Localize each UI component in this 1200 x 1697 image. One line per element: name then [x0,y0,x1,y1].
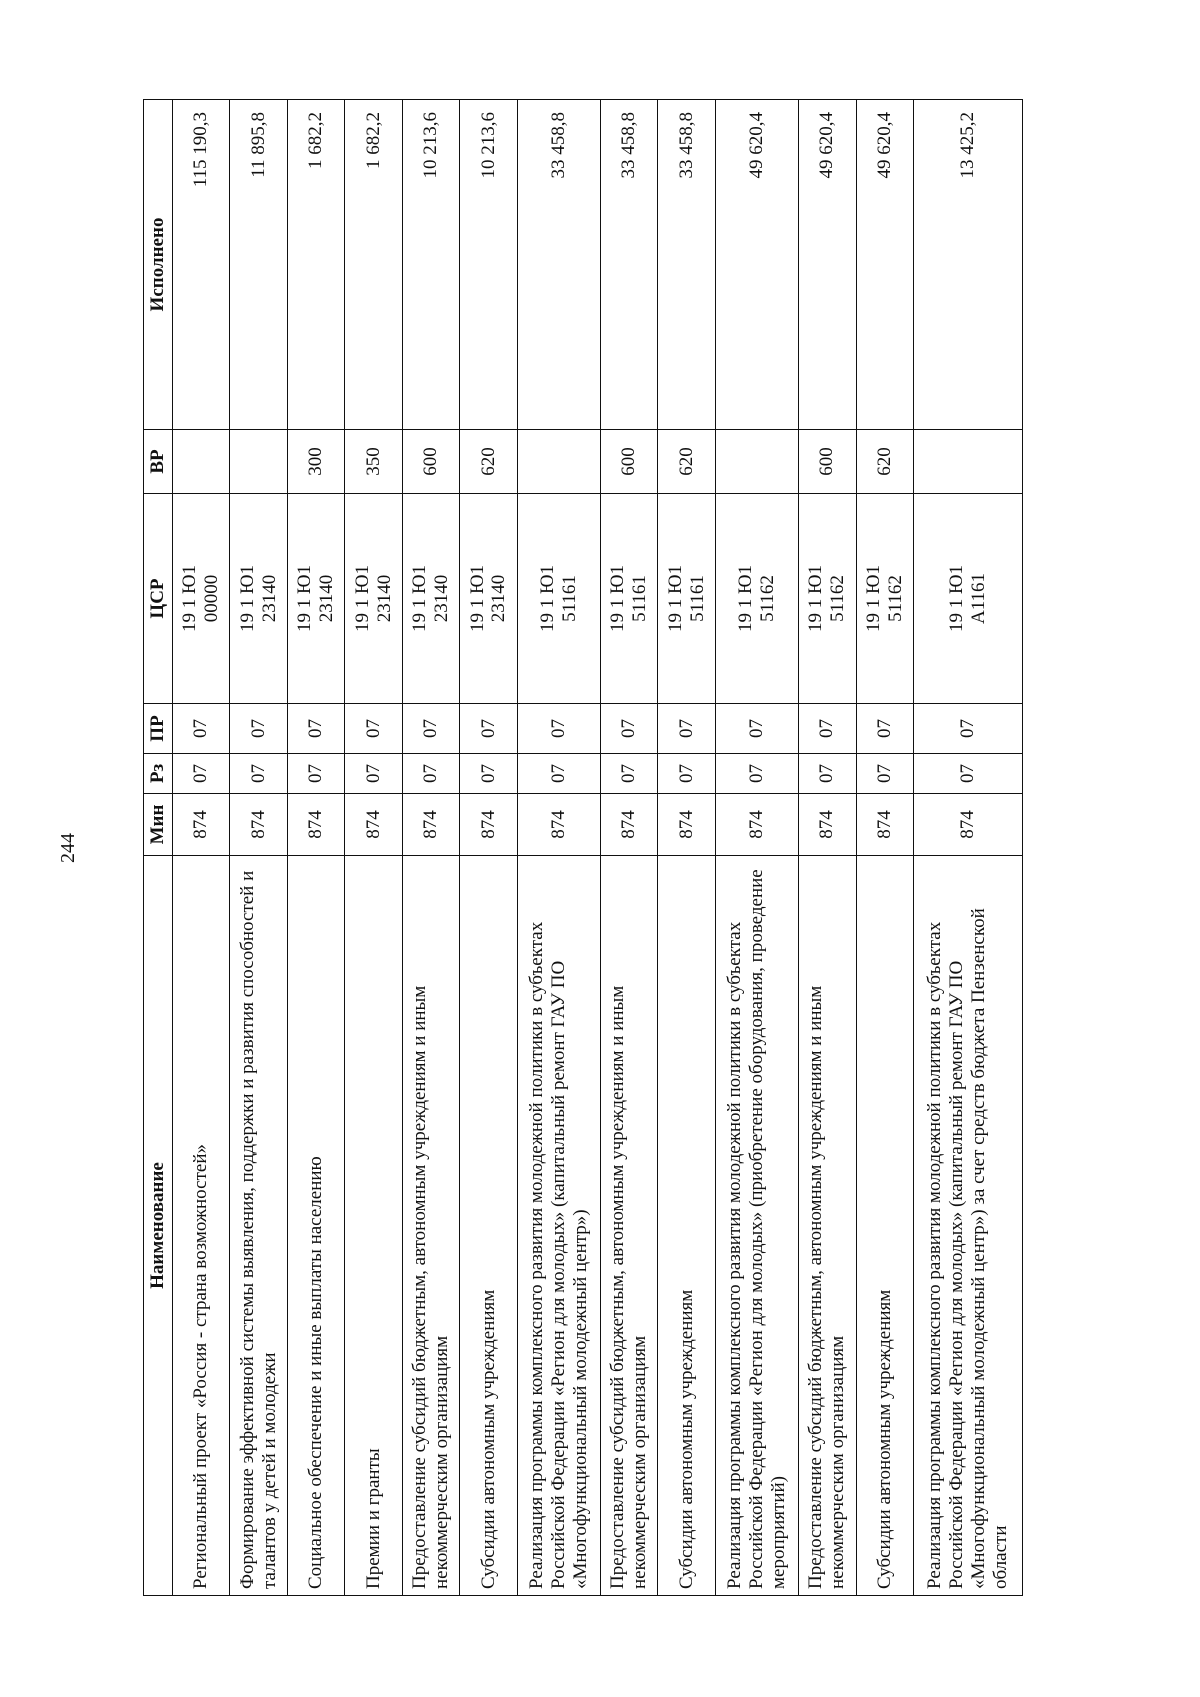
cell-name: Реализация программы комплексного развития молодежной политики в субъектах Российской Федерации «Регион для молодых» (приобретение оборудования, проведение мероприятий) [715,856,798,1596]
csr-line-1: 19 1 Ю1 [409,564,431,633]
cell-csr [658,494,715,704]
table-row [173,100,230,1596]
csr-line-1: 19 1 Ю1 [236,564,258,633]
cell-vr: 600 [402,430,459,494]
cell-name: Предоставление субсидий бюджетным, автономным учреждениям и иным некоммерческим организациям [799,856,856,1596]
cell-csr [230,494,287,704]
cell-min: 874 [402,794,459,856]
cell-done: 1 682,2 [287,100,344,430]
cell-name: Субсидии автономным учреждениям [460,856,517,1596]
cell-pr: 07 [173,704,230,754]
csr-line-2: 23140 [488,574,510,623]
header-csr: ЦСР [144,494,173,704]
rotated-table-frame [143,100,1023,1596]
cell-vr: 620 [856,430,913,494]
cell-csr [402,494,459,704]
csr-line-2: 23140 [316,574,338,623]
cell-pr: 07 [345,704,402,754]
cell-done: 33 458,8 [517,100,600,430]
table-row [715,100,798,1596]
cell-done: 49 620,4 [799,100,856,430]
cell-done: 13 425,2 [913,100,1022,430]
cell-done: 10 213,6 [460,100,517,430]
csr-line-2: 23140 [431,574,453,623]
csr-line-2: А1161 [967,572,989,625]
cell-pr: 07 [230,704,287,754]
cell-name: Социальное обеспечение и иные выплаты населению [287,856,344,1596]
cell-csr [913,494,1022,704]
csr-line-1: 19 1 Ю1 [735,564,757,633]
table-row [402,100,459,1596]
cell-name: Предоставление субсидий бюджетным, автономным учреждениям и иным некоммерческим организациям [600,856,657,1596]
table-row [799,100,856,1596]
cell-pr: 07 [856,704,913,754]
cell-vr: 600 [799,430,856,494]
cell-csr [856,494,913,704]
cell-min: 874 [856,794,913,856]
cell-vr [517,430,600,494]
cell-vr [715,430,798,494]
cell-rz: 07 [287,754,344,794]
csr-line-1: 19 1 Ю1 [946,564,968,633]
cell-pr: 07 [600,704,657,754]
cell-rz: 07 [517,754,600,794]
cell-csr [799,494,856,704]
cell-rz: 07 [402,754,459,794]
cell-csr [517,494,600,704]
table-row [856,100,913,1596]
cell-csr [173,494,230,704]
table-row [658,100,715,1596]
cell-done: 10 213,6 [402,100,459,430]
cell-done: 33 458,8 [600,100,657,430]
csr-line-1: 19 1 Ю1 [466,564,488,633]
cell-csr [460,494,517,704]
cell-pr: 07 [287,704,344,754]
cell-vr [230,430,287,494]
cell-done: 115 190,3 [173,100,230,430]
cell-min: 874 [600,794,657,856]
cell-name: Реализация программы комплексного развития молодежной политики в субъектах Российской Федерации «Регион для молодых» (капитальный ремонт ГАУ ПО «Многофункциональный молодежный центр») [517,856,600,1596]
csr-line-2: 51162 [827,575,849,622]
cell-pr: 07 [715,704,798,754]
cell-vr: 350 [345,430,402,494]
cell-rz: 07 [658,754,715,794]
csr-line-2: 00000 [201,574,223,623]
csr-line-1: 19 1 Ю1 [179,564,201,633]
cell-name: Реализация программы комплексного развития молодежной политики в субъектах Российской Федерации «Регион для молодых» (капитальный ремонт ГАУ ПО «Многофункциональный молодежный центр») за счет средств бюджета Пензенской области [913,856,1022,1596]
table-row [600,100,657,1596]
table-row [287,100,344,1596]
header-pr: ПР [144,704,173,754]
cell-done: 49 620,4 [715,100,798,430]
cell-csr [715,494,798,704]
cell-pr: 07 [913,704,1022,754]
cell-min: 874 [517,794,600,856]
page-number: 244 [57,833,79,863]
cell-csr [287,494,344,704]
cell-done: 11 895,8 [230,100,287,430]
csr-line-1: 19 1 Ю1 [294,564,316,633]
cell-min: 874 [345,794,402,856]
table-row [913,100,1022,1596]
cell-name: Субсидии автономным учреждениям [856,856,913,1596]
cell-vr: 300 [287,430,344,494]
cell-rz: 07 [715,754,798,794]
csr-line-1: 19 1 Ю1 [805,564,827,633]
csr-line-1: 19 1 Ю1 [862,564,884,633]
cell-min: 874 [173,794,230,856]
cell-min: 874 [287,794,344,856]
cell-csr [600,494,657,704]
table-row [345,100,402,1596]
csr-line-2: 51161 [629,575,651,622]
cell-min: 874 [913,794,1022,856]
cell-vr: 620 [460,430,517,494]
cell-csr [345,494,402,704]
csr-line-2: 51162 [756,575,778,622]
cell-rz: 07 [230,754,287,794]
table-wrapper [143,100,1023,1596]
header-name: Наименование [144,856,173,1596]
cell-name: Формирование эффективной системы выявления, поддержки и развития способностей и талантов у детей и молодежи [230,856,287,1596]
header-vr: ВР [144,430,173,494]
cell-min: 874 [658,794,715,856]
cell-rz: 07 [345,754,402,794]
cell-done: 33 458,8 [658,100,715,430]
csr-line-1: 19 1 Ю1 [351,564,373,633]
header-min: Мин [144,794,173,856]
csr-line-2: 51161 [558,575,580,622]
cell-pr: 07 [517,704,600,754]
csr-line-1: 19 1 Ю1 [664,564,686,633]
table-row [230,100,287,1596]
csr-line-2: 23140 [373,574,395,623]
csr-line-1: 19 1 Ю1 [536,564,558,633]
cell-pr: 07 [658,704,715,754]
cell-pr: 07 [799,704,856,754]
cell-rz: 07 [600,754,657,794]
cell-name: Премии и гранты [345,856,402,1596]
csr-line-2: 51161 [686,575,708,622]
cell-vr: 620 [658,430,715,494]
cell-rz: 07 [913,754,1022,794]
cell-rz: 07 [173,754,230,794]
cell-name: Предоставление субсидий бюджетным, автономным учреждениям и иным некоммерческим организациям [402,856,459,1596]
budget-table [143,99,1023,1596]
cell-min: 874 [799,794,856,856]
table-row [460,100,517,1596]
cell-vr: 600 [600,430,657,494]
header-rz: Рз [144,754,173,794]
cell-rz: 07 [799,754,856,794]
cell-min: 874 [230,794,287,856]
cell-min: 874 [460,794,517,856]
cell-min: 874 [715,794,798,856]
cell-rz: 07 [856,754,913,794]
cell-name: Региональный проект «Россия - страна возможностей» [173,856,230,1596]
csr-line-2: 23140 [258,574,280,623]
cell-vr [913,430,1022,494]
cell-name: Субсидии автономным учреждениям [658,856,715,1596]
cell-pr: 07 [460,704,517,754]
cell-rz: 07 [460,754,517,794]
cell-done: 49 620,4 [856,100,913,430]
table-row [517,100,600,1596]
csr-line-2: 51162 [884,575,906,622]
header-done: Исполнено [144,100,173,430]
cell-pr: 07 [402,704,459,754]
table-header-row [144,100,173,1596]
cell-vr [173,430,230,494]
csr-line-1: 19 1 Ю1 [607,564,629,633]
cell-done: 1 682,2 [345,100,402,430]
